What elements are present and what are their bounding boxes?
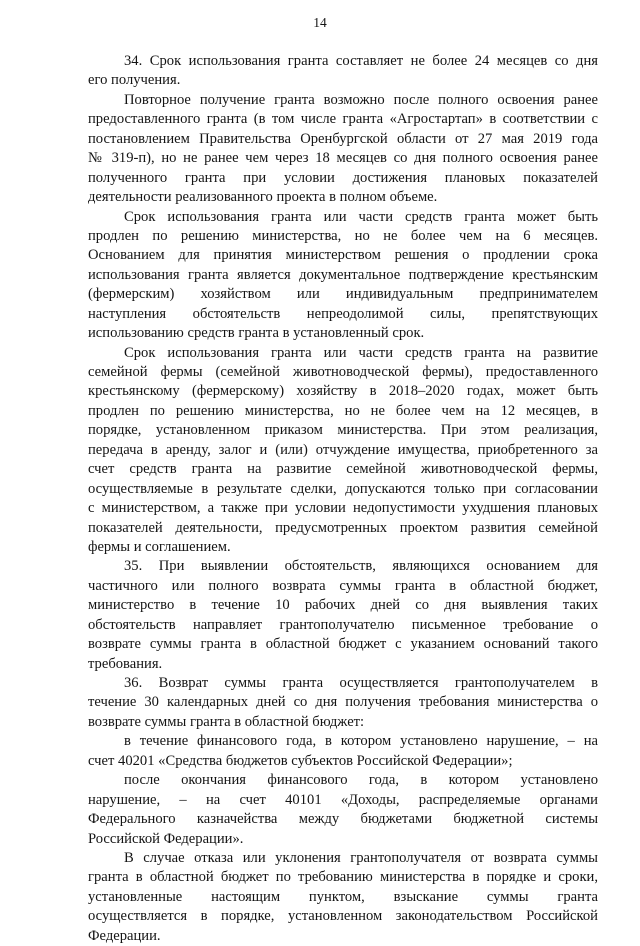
text-line: передача в аренду, залог и (или) отчуждение имущества, приобретенного за	[88, 441, 598, 458]
text-line: 34. Срок использования гранта составляет не более 24 месяцев со дня	[124, 53, 598, 69]
paragraph-within-year	[88, 732, 598, 771]
text-line: наступления обстоятельств непреодолимой силы, препятствующих	[88, 305, 598, 322]
text-line: (фермерским) хозяйством или индивидуальным предпринимателем	[88, 286, 598, 303]
text-line: с министерством, а также при условии недопустимости ухудшения плановых	[88, 500, 598, 517]
text-line: после окончания финансового года, в котором установлено	[124, 772, 598, 789]
text-line: в течение финансового года, в котором установлено нарушение, – на	[124, 733, 598, 750]
text-line: возврате суммы гранта в областной бюджет с указанием оснований такого	[88, 636, 598, 653]
text-line: частичного или полного возврата суммы гранта в областной бюджет,	[88, 577, 598, 594]
paragraph-refusal	[88, 849, 598, 946]
text-line: продлен по решению министерства, но не более чем на 6 месяцев.	[88, 227, 598, 244]
text-line: его получения.	[88, 72, 181, 89]
page-number: 14	[313, 15, 327, 30]
text-line: Основанием для принятия министерством решения о продлении срока	[88, 247, 598, 264]
text-line: Российской Федерации».	[88, 830, 244, 847]
document-body	[88, 52, 598, 946]
text-line: показателей деятельности, предусмотренных проектом развития семейной	[88, 519, 598, 536]
text-line: продлен по решению министерства, но не более чем на 12 месяцев, в	[88, 402, 598, 419]
text-line: счет средств гранта на развитие семейной животноводческой фермы,	[88, 461, 598, 478]
paragraph-family-farm	[88, 344, 598, 558]
text-line: нарушение, – на счет 40101 «Доходы, распределяемые органами	[88, 791, 598, 808]
text-line: Повторное получение гранта возможно после полного освоения ранее	[124, 91, 598, 108]
paragraph-extension	[88, 208, 598, 344]
text-line: осуществляемые в результате сделки, допускаются только при согласовании	[88, 480, 598, 497]
paragraph-p36	[88, 674, 598, 732]
paragraph-after-year	[88, 771, 598, 849]
paragraph-p34	[88, 52, 598, 91]
text-line: Срок использования гранта или части средств гранта на развитие	[124, 344, 598, 361]
text-line: обстоятельств направляет грантополучателю письменное требование о	[88, 616, 598, 633]
text-line: требования.	[88, 655, 163, 672]
text-line: В случае отказа или уклонения грантополучателя от возврата суммы	[124, 849, 598, 866]
text-line: осуществляется в порядке, установленном законодательством Российской	[88, 908, 598, 925]
text-line: Федерации.	[88, 927, 161, 944]
text-line: гранта в областной бюджет по требованию министерства в порядке и сроки,	[88, 869, 598, 886]
text-line: фермы и соглашением.	[88, 538, 231, 555]
text-line: возврате суммы гранта в областной бюджет:	[88, 713, 365, 730]
text-line: крестьянскому (фермерскому) хозяйству в 2018–2020 годах, может быть	[88, 383, 598, 400]
paragraph-p35	[88, 557, 598, 674]
text-line: семейной фермы (семейной животноводческой фермы), предоставленного	[88, 364, 598, 380]
text-line: течение 30 календарных дней со дня получения требования министерства о	[88, 694, 598, 711]
text-line: предоставленного гранта (в том числе гранта «Агростартап» в соответствии с	[88, 111, 598, 128]
text-line: постановлением Правительства Оренбургской области от 27 мая 2019 года	[88, 130, 598, 147]
text-line: использования гранта является документальное подтверждение крестьянским	[88, 266, 598, 283]
text-line: использованию средств гранта в установленный срок.	[88, 325, 425, 342]
text-line: установленные настоящим пунктом, взыскание суммы гранта	[88, 888, 598, 905]
paragraph-repeat-grant	[88, 91, 598, 208]
text-line: № 319-п), но не ранее чем через 18 месяцев со дня полного освоения ранее	[88, 150, 598, 167]
text-line: Федерального казначейства между бюджетами бюджетной системы	[88, 811, 598, 828]
text-line: деятельности реализованного проекта в полном объеме.	[88, 189, 438, 206]
text-line: порядке, установленном приказом министерства. При этом реализация,	[88, 422, 598, 439]
text-line: 36. Возврат суммы гранта осуществляется грантополучателем в	[124, 675, 598, 691]
text-line: полученного гранта при условии достижения плановых показателей	[88, 169, 598, 186]
text-line: счет 40201 «Средства бюджетов субъектов Российской Федерации»;	[88, 752, 513, 769]
text-line: 35. При выявлении обстоятельств, являющихся основанием для	[124, 558, 598, 575]
text-line: Срок использования гранта или части средств гранта может быть	[124, 208, 598, 225]
text-line: министерство в течение 10 рабочих дней со дня выявления таких	[88, 597, 598, 614]
